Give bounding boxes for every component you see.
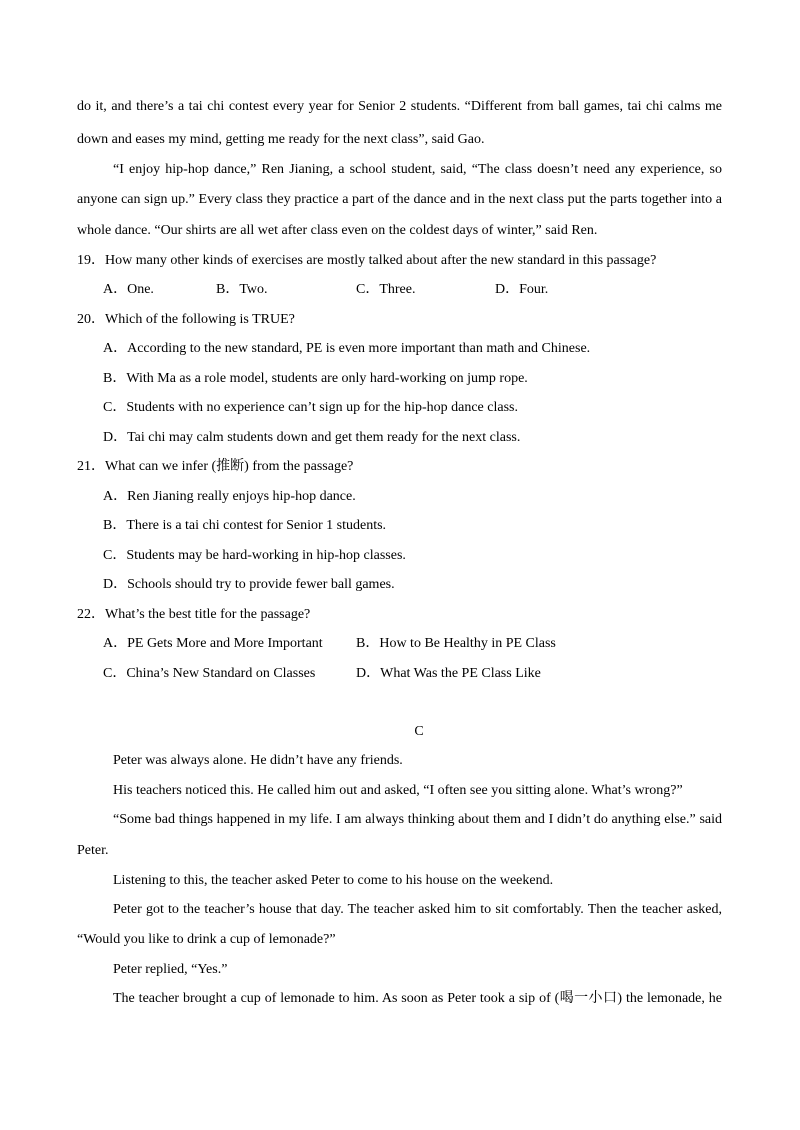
passage-line: Peter replied, “Yes.” [113, 962, 228, 977]
question-21-stem: 21．What can we infer (推断) from the passage? [77, 459, 354, 474]
q22-option-b[interactable]: B．How to Be Healthy in PE Class [356, 636, 556, 651]
q19-option-c[interactable]: C．Three. [356, 282, 416, 297]
q21-option-d[interactable]: D．Schools should try to provide fewer ball games. [103, 577, 395, 592]
passage-line: anyone can sign up.” Every class they practice a part of the dance and in the next class put the parts together into a [77, 192, 722, 207]
q21-option-b[interactable]: B．There is a tai chi contest for Senior 1 students. [103, 518, 387, 533]
passage-line: His teachers noticed this. He called him out and asked, “I often see you sitting alone. What’s wrong?” [113, 783, 683, 798]
passage-line: “I enjoy hip-hop dance,” Ren Jianing, a school student, said, “The class doesn’t need any experience, so [113, 162, 722, 177]
passage-line: do it, and there’s a tai chi contest every year for Senior 2 students. “Different from ball games, tai chi calms me [77, 99, 722, 114]
question-20-stem: 20．Which of the following is TRUE? [77, 312, 295, 327]
q20-option-b[interactable]: B．With Ma as a role model, students are only hard-working on jump rope. [103, 371, 528, 386]
passage-line: The teacher brought a cup of lemonade to him. As soon as Peter took a sip of (喝一小口) the lemonade, he [113, 991, 722, 1006]
passage-line: Listening to this, the teacher asked Peter to come to his house on the weekend. [113, 873, 554, 888]
passage-line: Peter. [77, 843, 109, 858]
q22-option-d[interactable]: D．What Was the PE Class Like [356, 666, 541, 681]
q19-option-a[interactable]: A．One. [103, 282, 154, 297]
q22-option-a[interactable]: A．PE Gets More and More Important [103, 636, 323, 651]
q21-option-c[interactable]: C．Students may be hard-working in hip-hop classes. [103, 548, 406, 563]
passage-line: Peter got to the teacher’s house that day. The teacher asked him to sit comfortably. Then the teacher asked, [113, 902, 722, 917]
passage-line: down and eases my mind, getting me ready for the next class”, said Gao. [77, 132, 485, 147]
passage-line: whole dance. “Our shirts are all wet after class even on the coldest days of winter,” said Ren. [77, 223, 598, 238]
q20-option-d[interactable]: D．Tai chi may calm students down and get them ready for the next class. [103, 430, 521, 445]
section-heading: C [414, 724, 424, 739]
q21-option-a[interactable]: A．Ren Jianing really enjoys hip-hop dance. [103, 489, 356, 504]
passage-line: “Some bad things happened in my life. I am always thinking about them and I didn’t do anything else.” said [113, 812, 722, 827]
passage-line: “Would you like to drink a cup of lemonade?” [77, 932, 336, 947]
passage-line: Peter was always alone. He didn’t have any friends. [113, 753, 403, 768]
question-19-stem: 19．How many other kinds of exercises are mostly talked about after the new standard in this passage? [77, 253, 657, 268]
q19-option-b[interactable]: B．Two. [216, 282, 268, 297]
q20-option-c[interactable]: C．Students with no experience can’t sign up for the hip-hop dance class. [103, 400, 518, 415]
q20-option-a[interactable]: A．According to the new standard, PE is even more important than math and Chinese. [103, 341, 591, 356]
question-22-stem: 22．What’s the best title for the passage? [77, 607, 311, 622]
q19-option-d[interactable]: D．Four. [495, 282, 549, 297]
q22-option-c[interactable]: C．China’s New Standard on Classes [103, 666, 316, 681]
